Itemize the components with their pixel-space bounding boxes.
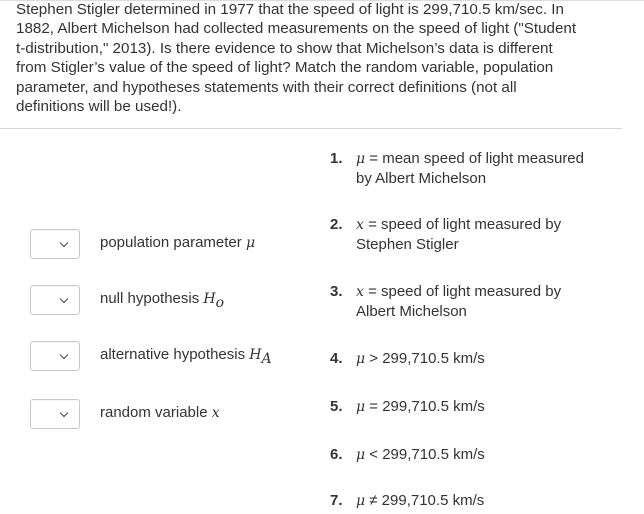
definition-text: μ = mean speed of light measured by Albert Michelson (356, 150, 584, 187)
chevron-down-icon (60, 295, 68, 303)
match-row-null-hypothesis (30, 285, 330, 317)
definition-text: μ ≠ 299,710.5 km/s (356, 492, 485, 509)
random-variable-label: random variable x (100, 404, 220, 421)
h-subscript: A (261, 351, 272, 367)
definition-number: 5. (330, 398, 343, 415)
alternative-hypothesis-label: alternative hypothesis $H_A$ (100, 346, 272, 367)
match-row-population-parameter (30, 229, 330, 261)
question-line: definitions will be used!). (16, 98, 182, 116)
definition-number: 4. (330, 350, 343, 367)
h-symbol: H (249, 347, 262, 363)
mu-symbol: μ (245, 235, 256, 251)
chevron-down-icon (60, 409, 68, 417)
question-line: from Stigler’s value of the speed of light? Match the random variable, population (16, 59, 554, 77)
question-text (16, 0, 616, 116)
h-subscript: o (215, 295, 225, 311)
definition-number: 7. (330, 492, 343, 509)
question-line: 1882, Albert Michelson had collected measurements on the speed of light ("Student (16, 20, 577, 38)
match-row-random-variable (30, 399, 330, 431)
null-hypothesis-label: null hypothesis $H_o$ (100, 290, 225, 311)
definition-number: 2. (330, 216, 343, 233)
definition-text: μ > 299,710.5 km/s (356, 350, 485, 367)
question-line: Stephen Stigler determined in 1977 that the speed of light is 299,710.5 km/sec. In (16, 1, 564, 18)
h-symbol: H (203, 291, 216, 307)
match-row-alternative-hypothesis (30, 341, 330, 373)
null-hypothesis-dropdown[interactable] (30, 285, 80, 315)
definition-text: x = speed of light measured by Albert Michelson (356, 283, 562, 320)
question-line: t-distribution," 2013). Is there evidence to show that Michelson’s data is different (16, 39, 553, 57)
chevron-down-icon (60, 351, 68, 359)
question-line: parameter, and hypotheses statements with their correct definitions (not all (16, 78, 517, 96)
definition-number: 3. (330, 283, 343, 300)
definition-number: 1. (330, 150, 343, 167)
definition-text: μ = 299,710.5 km/s (356, 398, 485, 415)
definition-number: 6. (330, 446, 343, 463)
x-symbol: x (211, 405, 220, 421)
population-parameter-label: population parameter μ (100, 234, 256, 251)
definition-text: μ < 299,710.5 km/s (356, 446, 485, 463)
random-variable-dropdown[interactable] (30, 399, 80, 429)
chevron-down-icon (60, 239, 68, 247)
alternative-hypothesis-dropdown[interactable] (30, 341, 80, 371)
definition-text: x = speed of light measured by Stephen Stigler (356, 216, 562, 253)
question-divider (0, 128, 622, 129)
population-parameter-dropdown[interactable] (30, 229, 80, 259)
